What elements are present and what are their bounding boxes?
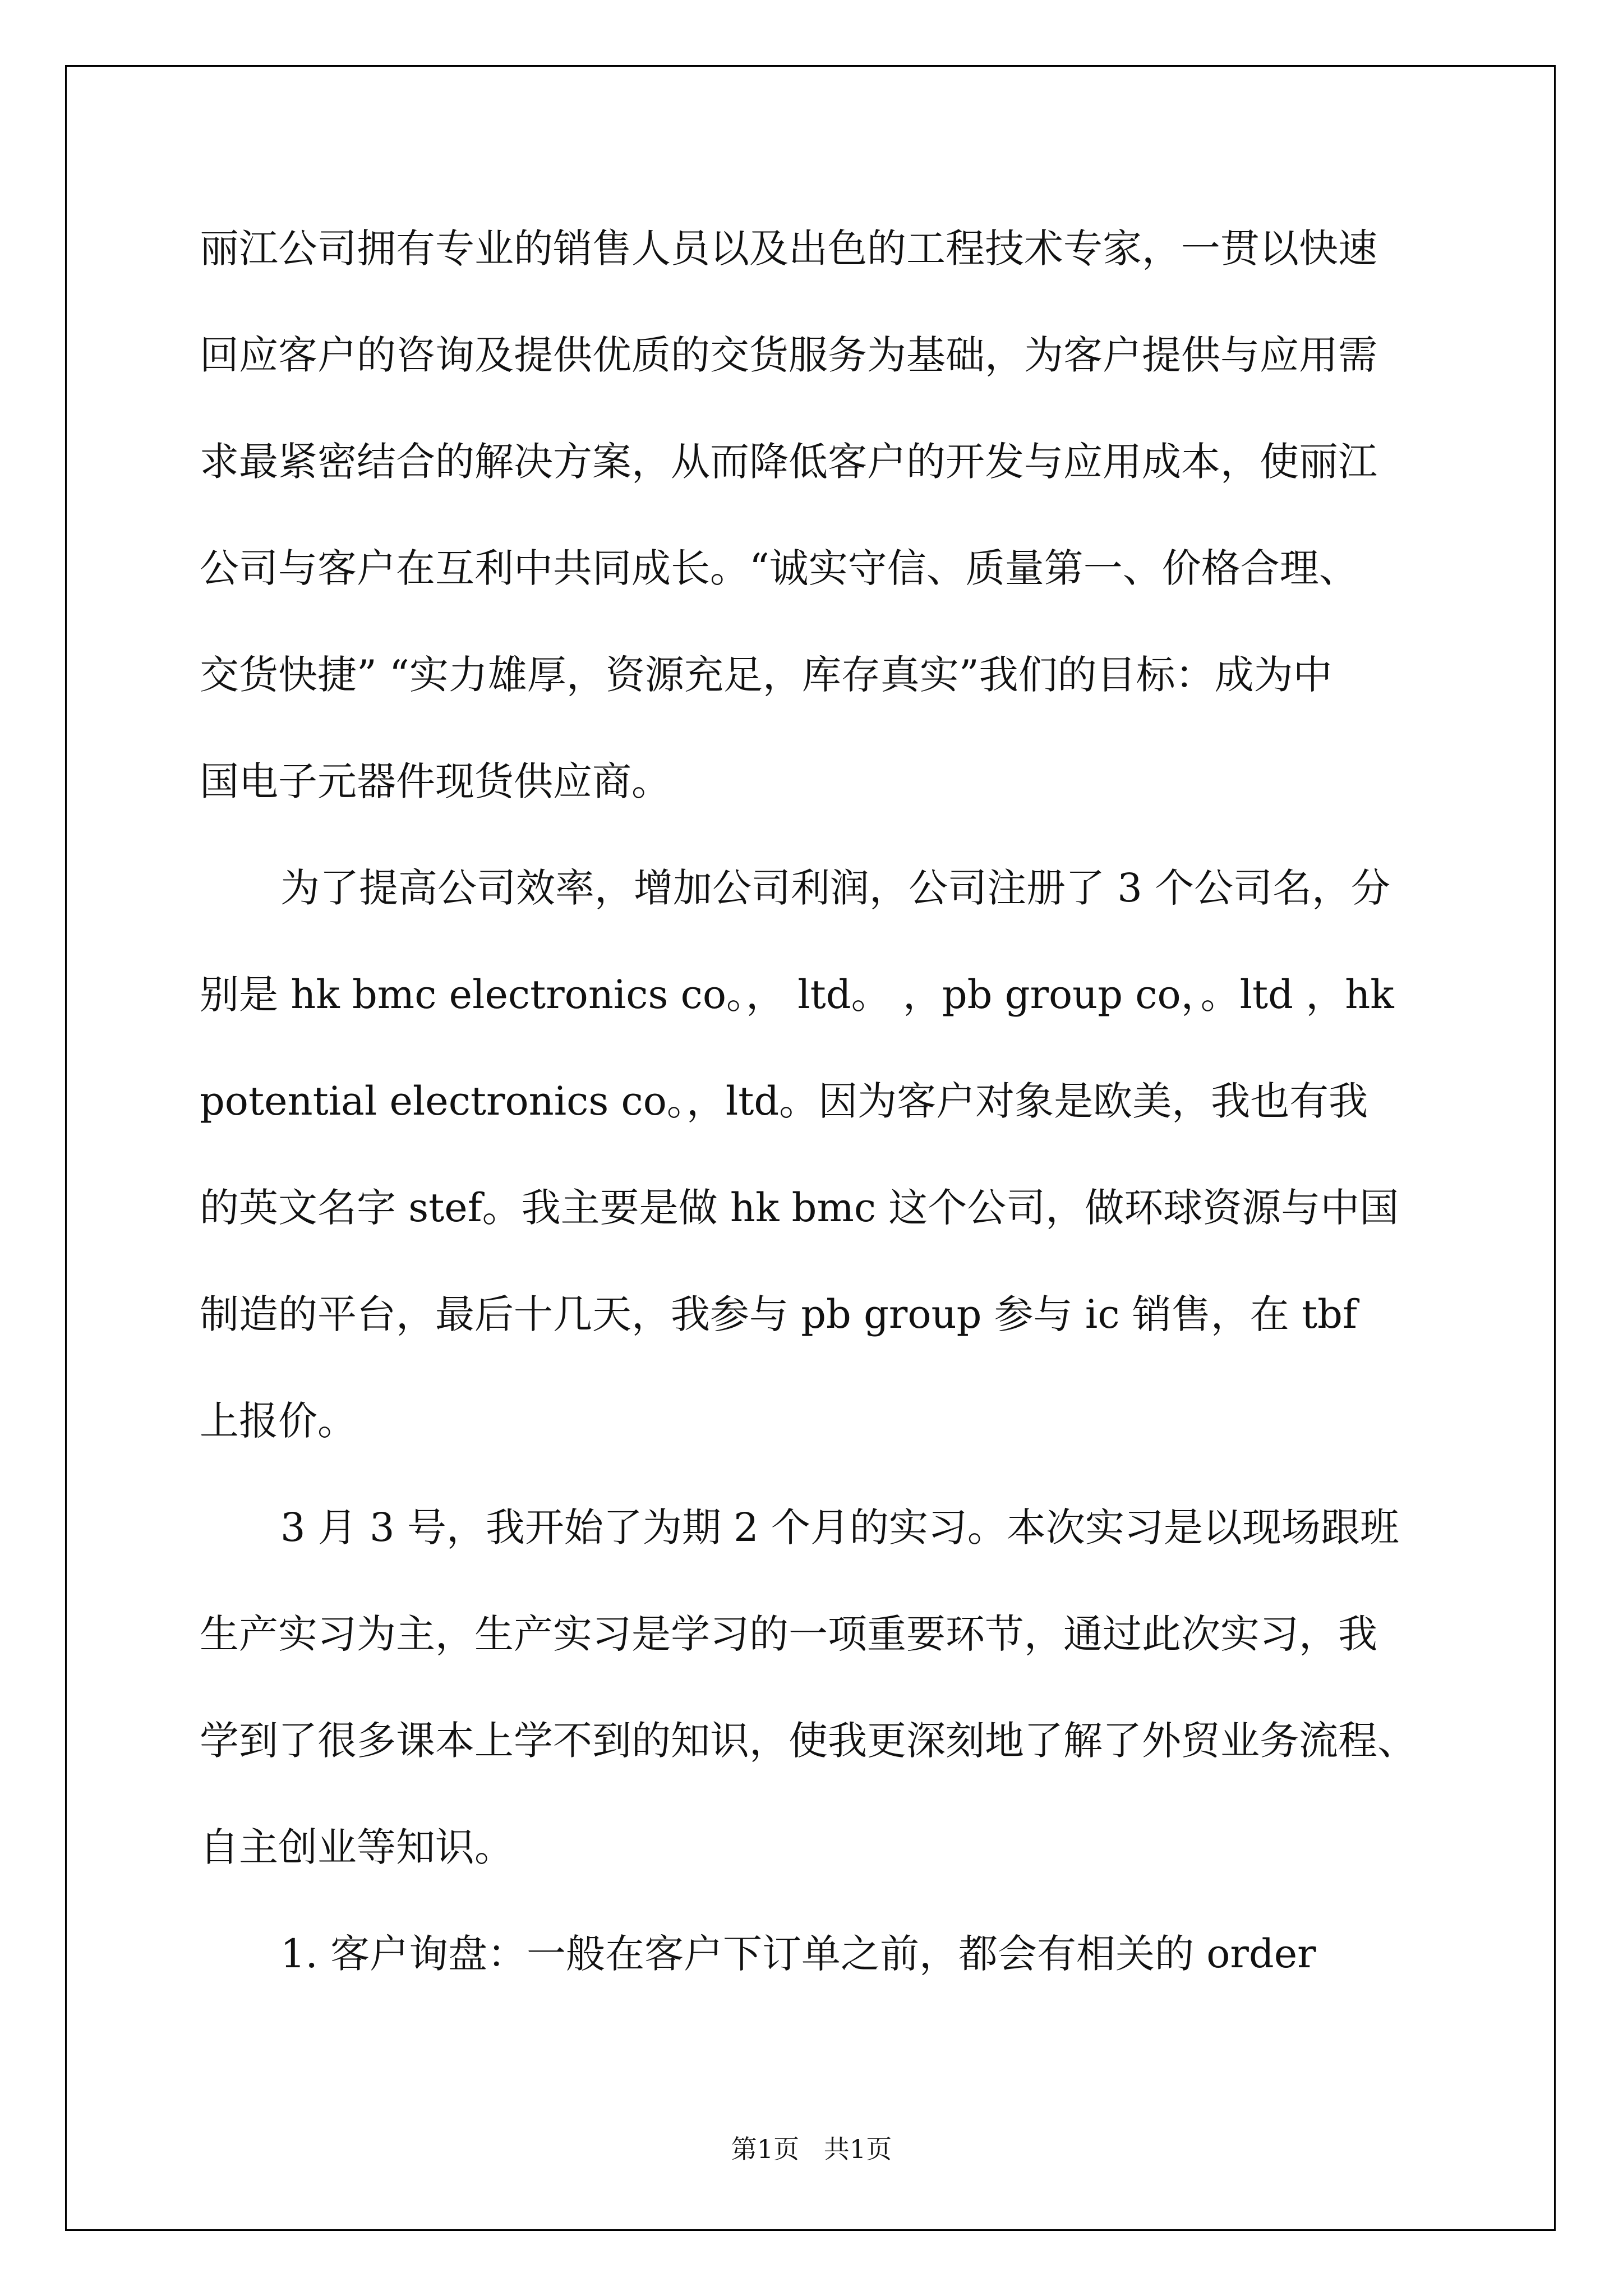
paragraph-line: 为了提高公司效率，增加公司利润，公司注册了 3 个公司名，分 bbox=[280, 865, 1391, 911]
paragraph-line: 1. 客户询盘：一般在客户下订单之前，都会有相关的 order bbox=[280, 1931, 1316, 1977]
page-footer: 第1页 共1页 bbox=[731, 2134, 892, 2164]
paragraph-line: 交货快捷” “实力雄厚，资源充足，库存真实”我们的目标：成为中 bbox=[200, 652, 1332, 698]
paragraph-line: 公司与客户在互利中共同成长。“诚实守信、质量第一、价格合理、 bbox=[200, 545, 1358, 591]
paragraph-line: 生产实习为主，生产实习是学习的一项重要环节，通过此次实习，我 bbox=[200, 1611, 1377, 1657]
paragraph-line: 上报价。 bbox=[200, 1398, 357, 1444]
paragraph-line: 学到了很多课本上学不到的知识，使我更深刻地了解了外贸业务流程、 bbox=[200, 1718, 1417, 1764]
paragraph-line: 制造的平台，最后十几天，我参与 pb group 参与 ic 销售，在 tbf bbox=[200, 1291, 1357, 1337]
paragraph-line: 自主创业等知识。 bbox=[200, 1824, 514, 1870]
page-border bbox=[65, 65, 1556, 2231]
paragraph-line: 国电子元器件现货供应商。 bbox=[200, 758, 671, 804]
paragraph-line: 3 月 3 号，我开始了为期 2 个月的实习。本次实习是以现场跟班 bbox=[280, 1504, 1399, 1550]
paragraph-line: 别是 hk bmc electronics co。， ltd。 ，pb group co，。ltd ，hk bbox=[200, 972, 1394, 1018]
paragraph-line: 回应客户的咨询及提供优质的交货服务为基础，为客户提供与应用需 bbox=[200, 332, 1377, 378]
paragraph-line: 丽江公司拥有专业的销售人员以及出色的工程技术专家，一贯以快速 bbox=[200, 226, 1377, 272]
paragraph-line: potential electronics co。，ltd。因为客户对象是欧美，我也有我 bbox=[200, 1078, 1368, 1124]
paragraph-line: 求最紧密结合的解决方案，从而降低客户的开发与应用成本，使丽江 bbox=[200, 439, 1377, 485]
paragraph-line: 的英文名字 stef。我主要是做 hk bmc 这个公司，做环球资源与中国 bbox=[200, 1185, 1399, 1231]
